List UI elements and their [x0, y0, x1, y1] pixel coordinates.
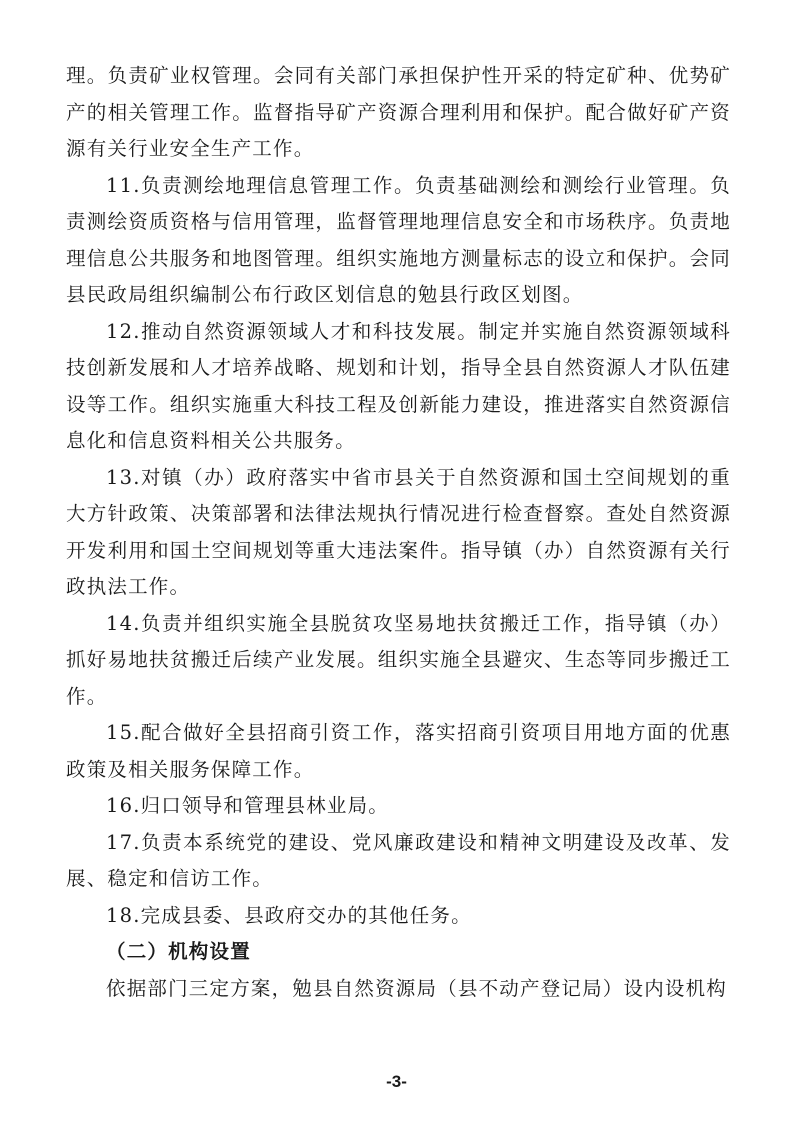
paragraph-closing: 依据部门三定方案，勉县自然资源局（县不动产登记局）设内设机构: [106, 976, 728, 1000]
paragraph-item-15: 15.配合做好全县招商引资工作，落实招商引资项目用地方面的优惠政策及相关服务保障工作。: [66, 721, 731, 781]
document-body: [66, 58, 731, 1007]
paragraph-item-17: 17.负责本系统党的建设、党风廉政建设和精神文明建设及改革、发展、稳定和信访工作。: [66, 830, 731, 890]
page-number: -3-: [386, 1072, 407, 1091]
paragraph-item-13: 13.对镇（办）政府落实中省市县关于自然资源和国土空间规划的重大方针政策、决策部署和法律法规执行情况进行检查督察。查处自然资源开发利用和国土空间规划等重大违法案件。指导镇（办）自然资源有关行政执法工作。: [66, 465, 731, 598]
paragraph-item-12: 12.推动自然资源领域人才和科技发展。制定并实施自然资源领域科技创新发展和人才培养战略、规划和计划，指导全县自然资源人才队伍建设等工作。组织实施重大科技工程及创新能力建设，推进落实自然资源信息化和信息资料相关公共服务。: [66, 319, 731, 452]
paragraph-item-16: 16.归口领导和管理县林业局。: [106, 794, 390, 817]
section-heading: （二）机构设置: [106, 940, 251, 963]
paragraph-item-18: 18.完成县委、县政府交办的其他任务。: [106, 903, 472, 927]
paragraph-item-11: 11.负责测绘地理信息管理工作。负责基础测绘和测绘行业管理。负责测绘资质资格与信用管理，监督管理地理信息安全和市场秩序。负责地理信息公共服务和地图管理。组织实施地方测量标志的设立和保护。会同县民政局组织编制公布行政区划信息的勉县行政区划图。: [66, 173, 731, 306]
paragraph-item-14: 14.负责并组织实施全县脱贫攻坚易地扶贫搬迁工作，指导镇（办）抓好易地扶贫搬迁后续产业发展。组织实施全县避灾、生态等同步搬迁工作。: [66, 611, 731, 708]
paragraph-continuation: 理。负责矿业权管理。会同有关部门承担保护性开采的特定矿种、优势矿产的相关管理工作。监督指导矿产资源合理利用和保护。配合做好矿产资源有关行业安全生产工作。: [66, 64, 731, 160]
